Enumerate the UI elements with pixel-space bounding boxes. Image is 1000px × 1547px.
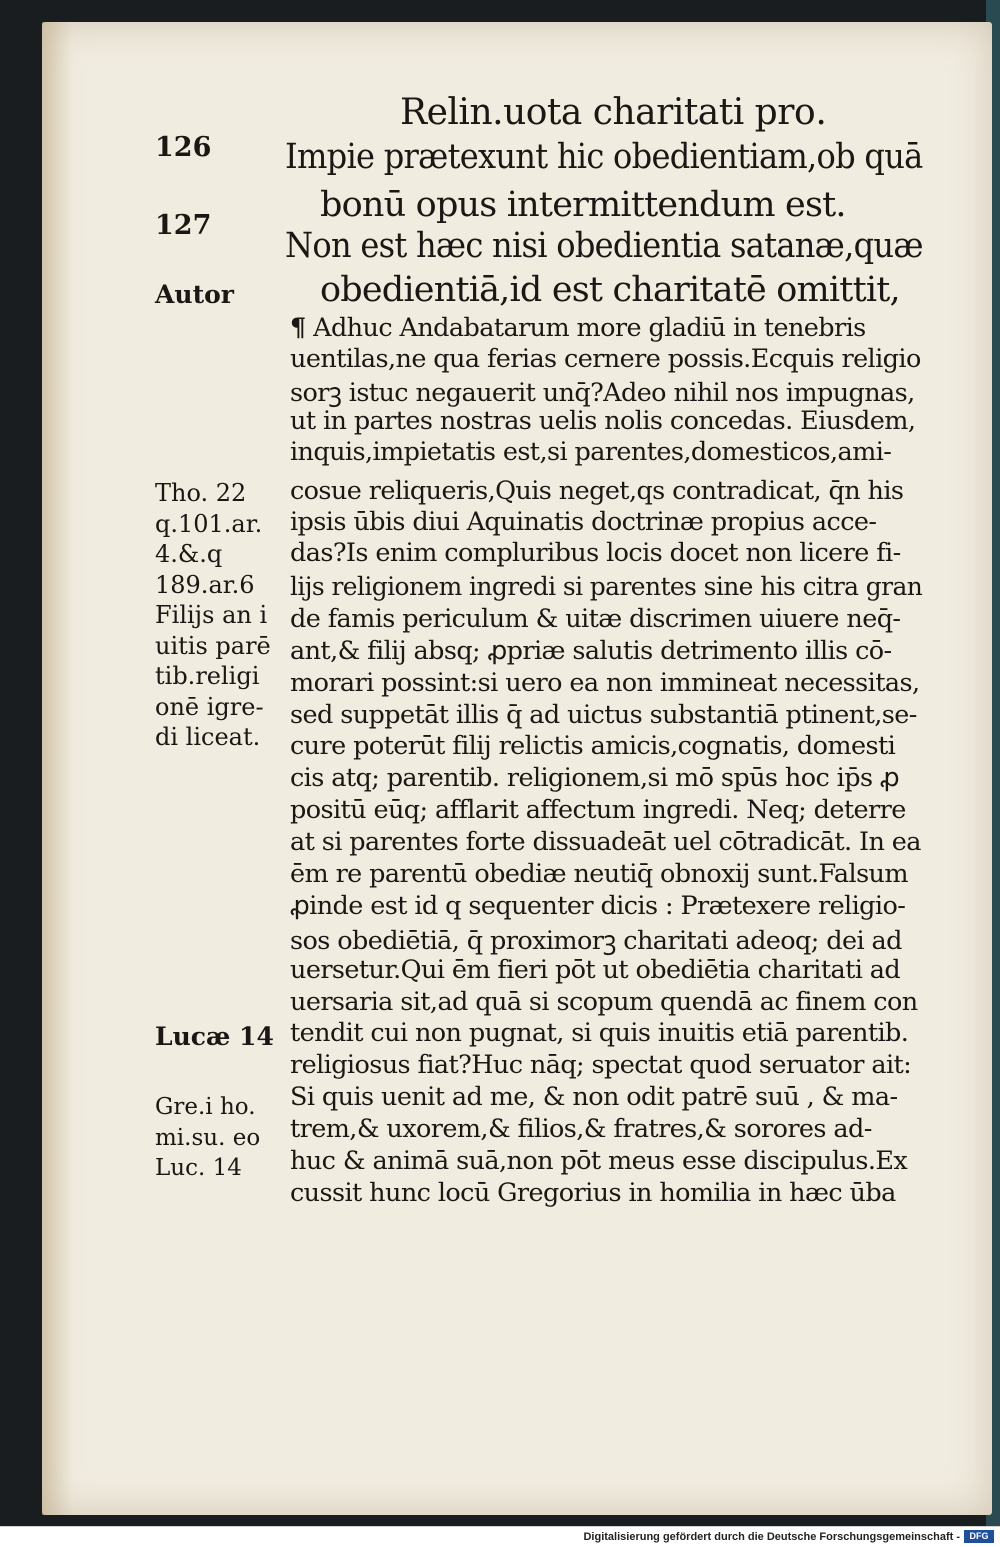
body-line: sorꝫ istuc negauerit unq̄?Adeo nihil nos impugnas, [290,378,915,408]
body-line: sed suppetāt illis q̄ ad uictus substantiā ptinent,se- [290,700,917,730]
dfg-logo: DFG [964,1530,994,1543]
body-line: cosue reliqueris,Quis neget,qs contradicat, q̄n his [290,476,904,506]
heading-line: bonū opus intermittendum est. [320,185,846,225]
heading-line: obedientiā,id est charitatē omittit, [320,270,900,310]
body-line: trem,& uxorem,& filios,& fratres,& sorores ad- [290,1114,872,1144]
margin-note-line: mi.su. eo [155,1124,261,1151]
body-line: uersaria sit,ad quā si scopum quendā ac finem con [290,987,918,1017]
body-line: das?Is enim compluribus locis docet non licere fi- [290,538,901,568]
body-line: ipsis ūbis diui Aquinatis doctrinæ propius acce- [290,507,877,537]
body-line: cussit hunc locū Gregorius in homilia in hæc ūba [290,1178,896,1208]
body-line: uentilas,ne qua ferias cernere possis.Ecquis religio [290,344,921,374]
heading-line: Non est hæc nisi obedientia satanæ,quæ [285,226,923,266]
body-line: uersetur.Qui ēm fieri pōt ut obediētia charitati ad [290,955,901,985]
margin-note-127: 127 [155,210,212,241]
margin-note-line: Filijs an i [155,601,268,629]
pilcrow-mark: ¶ [290,313,306,343]
body-line: Si quis uenit ad me, & non odit patrē suū , & ma- [290,1082,898,1112]
margin-note-lucae: Lucæ 14 [155,1022,274,1051]
margin-note-autor: Autor [155,280,234,309]
footer-credit: Digitalisierung gefördert durch die Deutsche Forschungsgemeinschaft - [583,1531,960,1543]
body-line: lijs religionem ingredi si parentes sine his citra gran [290,572,923,602]
body-line: tendit cui non pugnat, si quis inuitis etiā parentib. [290,1018,909,1048]
body-line: morari possint:si uero ea non immineat necessitas, [290,668,920,698]
body-line: inquis,impietatis est,si parentes,domesticos,ami- [290,437,892,467]
running-head: Relin.uota charitati pro․ [400,92,827,133]
body-line: ut in partes nostras uelis nolis concedas. Eiusdem, [290,406,916,436]
margin-note-line: Gre.i ho. [155,1094,256,1120]
body-line: positū eūq; afflarit affectum ingredi. Neq; deterre [290,795,906,825]
heading-line: Impie prætexunt hic obedientiam,ob quā [285,137,923,177]
margin-note-gregory [155,1092,260,1184]
body-line: ant,& filij absq; ꝓpriæ salutis detrimento illis cō- [290,636,892,666]
margin-note-line: q.101.ar. [155,509,263,538]
margin-note-line: onē igre- [155,692,264,721]
body-line: sos obediētiā, q̄ proximorꝫ charitati adeoq; dei ad [290,926,902,956]
body-line: at si parentes forte dissuadeāt uel cōtradicāt. In ea [290,827,921,857]
body-line-text: Adhuc Andabatarum more gladiū in tenebris [313,313,866,343]
footer-bar [0,1526,1000,1547]
body-line: ꝓinde est id q sequenter dicis : Prætexere religio- [290,891,906,921]
body-line: huc & animā suā,non pōt meus esse discipulus.Ex [290,1146,908,1176]
body-line: cure poterūt filij relictis amicis,cognatis, domesti [290,731,896,761]
margin-note-line: tib.religi [155,662,260,690]
margin-note-line: Luc. 14 [155,1155,242,1181]
body-line: de famis periculum & uitæ discrimen uiuere neq̄- [290,604,901,634]
margin-note-line: uitis parē [155,631,271,660]
body-line: cis atq; parentib. religionem,si mō spūs hoc ip̄s ꝓ [290,763,900,793]
margin-note-line: 189.ar.6 [155,570,255,599]
margin-note-line: 4.&.q [155,540,223,568]
margin-note-126: 126 [155,132,212,163]
margin-note-thomas [155,478,271,753]
body-line: ēm re parentū obediæ neutiq̄ obnoxij sunt.Falsum [290,859,908,889]
body-line-first [290,313,866,343]
margin-note-line: di liceat. [155,723,261,751]
margin-note-line: Tho. 22 [155,479,247,507]
body-line: religiosus fiat?Huc nāq; spectat quod seruator ait: [290,1050,912,1080]
